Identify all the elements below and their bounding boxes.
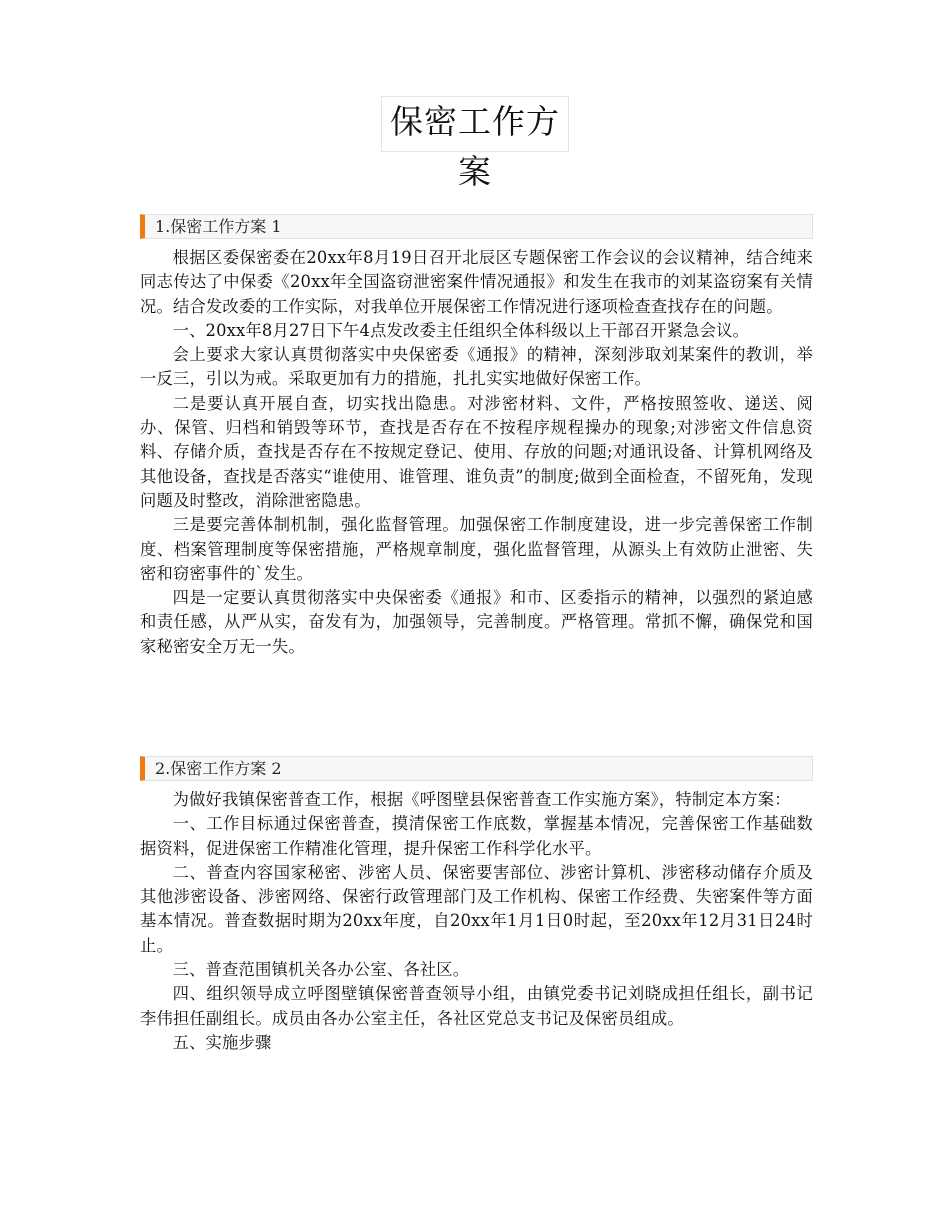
paragraph: 一、20xx年8月27日下午4点发改委主任组织全体科级以上干部召开紧急会议。 bbox=[172, 320, 750, 340]
section-heading-2: 2.保密工作方案 2 bbox=[140, 756, 813, 781]
document-title: 保密工作方案 bbox=[381, 96, 569, 152]
paragraph: 会上要求大家认真贯彻落实中央保密委《通报》的精神，深刻涉取刘某案件的教训，举一反三，引以为戒。采取更加有力的措施，扎扎实实地做好保密工作。 bbox=[140, 345, 813, 389]
paragraph: 二、普查内容国家秘密、涉密人员、保密要害部位、涉密计算机、涉密移动储存介质及其他涉密设备、涉密网络、保密行政管理部门及工作机构、保密工作经费、失密案件等方面基本情况。普查数据时期为20xx年度，自20xx年1月1日0时起，至20xx年12月31日24时止。 bbox=[140, 862, 813, 955]
paragraph: 三是要完善体制机制，强化监督管理。加强保密工作制度建设，进一步完善保密工作制度、档案管理制度等保密措施，严格规章制度，强化监督管理，从源头上有效防止泄密、失密和窃密事件的`发生。 bbox=[140, 515, 813, 583]
paragraph: 根据区委保密委在20xx年8月19日召开北辰区专题保密工作会议的会议精神，结合纯来同志传达了中保委《20xx年全国盗窃泄密案件情况通报》和发生在我市的刘某盗窃案有关情况。结合发改委的工作实际，对我单位开展保密工作情况进行逐项检查查找存在的问题。 bbox=[140, 248, 813, 316]
section-body-1 bbox=[140, 246, 813, 659]
section-heading-1: 1.保密工作方案 1 bbox=[140, 214, 813, 239]
paragraph: 四、组织领导成立呼图壁镇保密普查领导小组，由镇党委书记刘晓成担任组长，副书记李伟担任副组长。成员由各办公室主任，各社区党总支书记及保密员组成。 bbox=[140, 984, 813, 1028]
paragraph: 三、普查范围镇机关各办公室、各社区。 bbox=[172, 960, 470, 980]
paragraph: 为做好我镇保密普查工作，根据《呼图壁县保密普查工作实施方案》，特制定本方案： bbox=[172, 790, 791, 809]
paragraph: 二是要认真开展自查，切实找出隐患。对涉密材料、文件，严格按照签收、递送、阅办、保管、归档和销毁等环节，查找是否存在不按程序规程操办的现象;对涉密文件信息资料、存储介质，查找是否存在不按规定登记、使用、存放的问题;对通讯设备、计算机网络及其他设备，查找是否落实“谁使用、谁管理、谁负责”的制度;做到全面检查，不留死角，发现问题及时整改，消除泄密隐患。 bbox=[140, 393, 813, 510]
section-body-2 bbox=[140, 788, 813, 1055]
paragraph: 五、实施步骤 bbox=[172, 1032, 272, 1052]
paragraph: 一、工作目标通过保密普查，摸清保密工作底数，掌握基本情况，完善保密工作基础数据资料，促进保密工作精准化管理，提升保密工作科学化水平。 bbox=[140, 814, 813, 858]
paragraph: 四是一定要认真贯彻落实中央保密委《通报》和市、区委指示的精神，以强烈的紧迫感和责任感，从严从实，奋发有为，加强领导，完善制度。严格管理。常抓不懈，确保党和国家秘密安全万无一失。 bbox=[140, 588, 813, 656]
